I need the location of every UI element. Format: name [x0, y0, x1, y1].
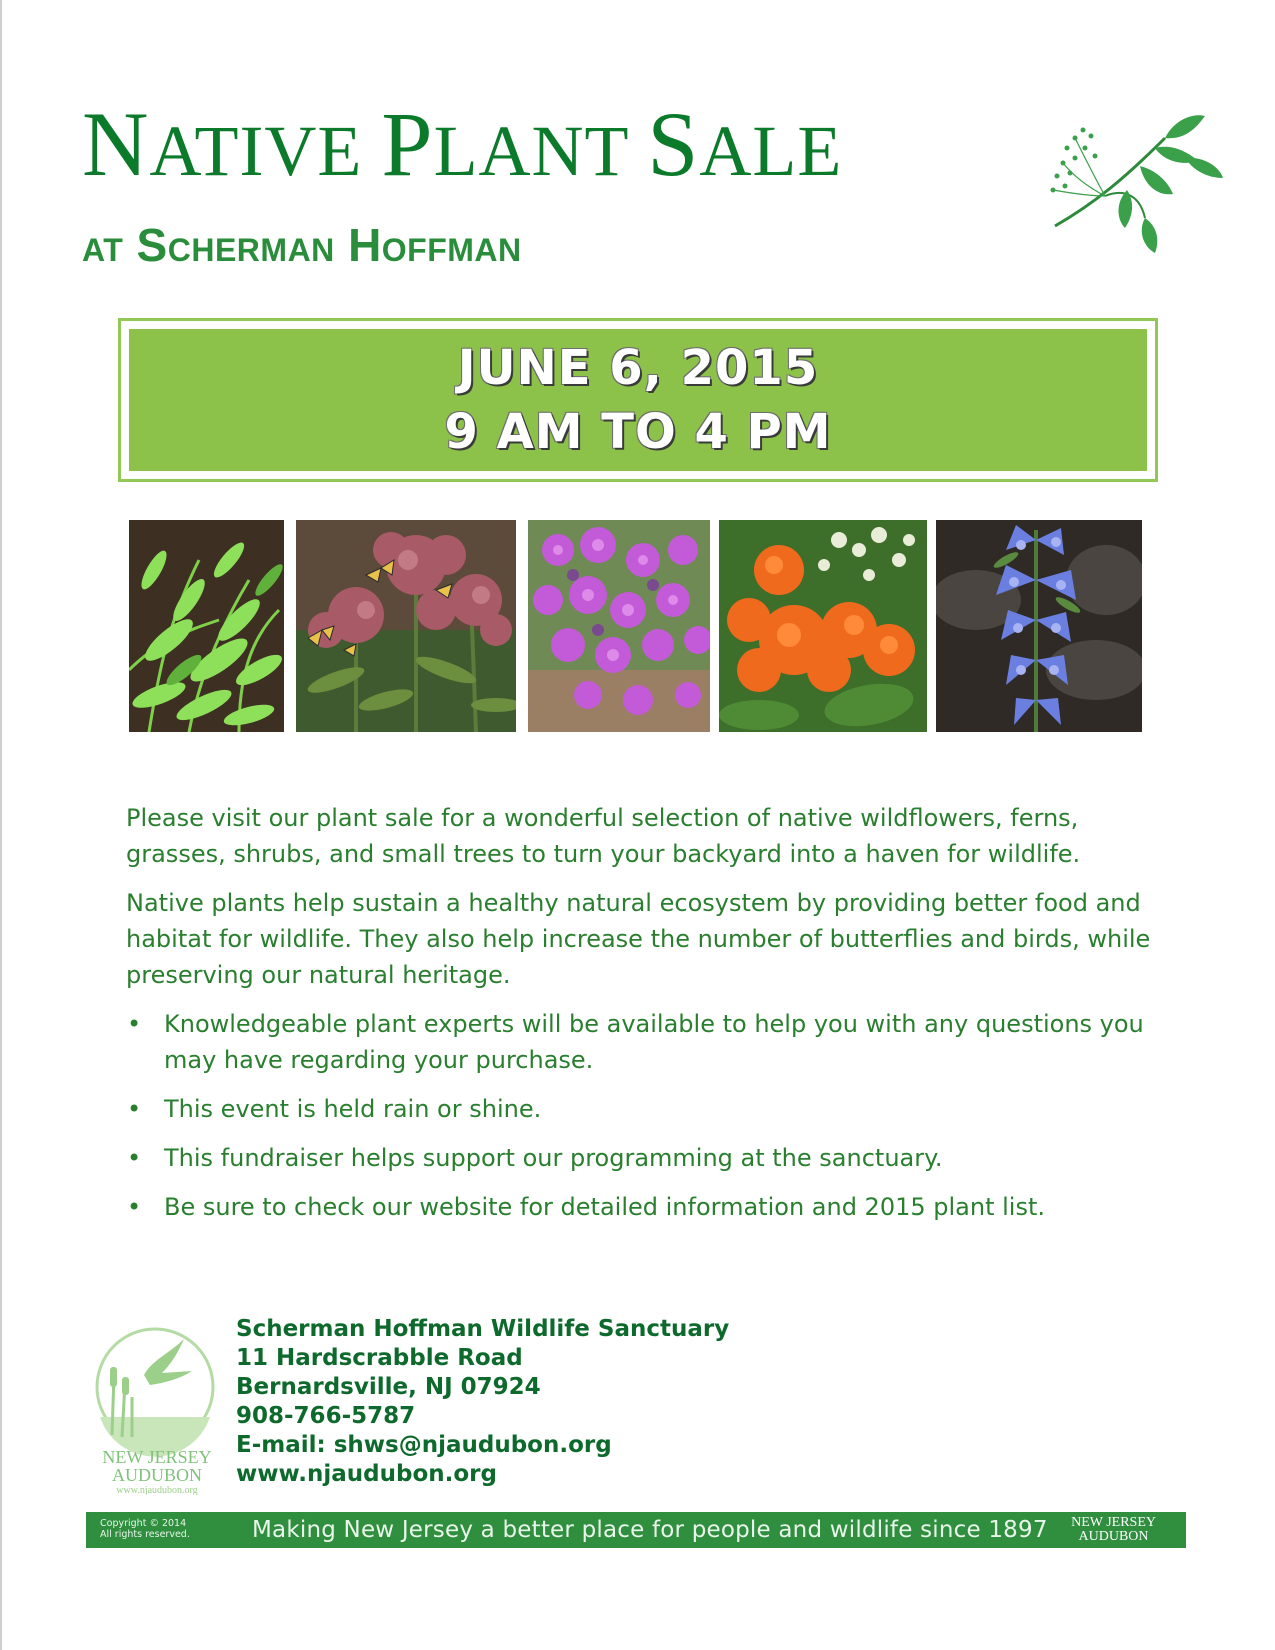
- bullet-text: Knowledgeable plant experts will be available to help you with any questions you may have regarding your purchase.: [164, 1010, 1144, 1074]
- logo-line-2: AUDUBON: [112, 1465, 202, 1485]
- list-item: [126, 1006, 1156, 1078]
- contact-city: Bernardsville, NJ 07924: [236, 1374, 541, 1400]
- page-edge: [0, 0, 2, 1650]
- copyright-line-1: Copyright © 2014: [100, 1518, 187, 1529]
- bullet-icon: •: [127, 1010, 142, 1038]
- date-banner-fill: [129, 329, 1147, 471]
- title-word-native: ATIVE: [149, 111, 382, 191]
- info-bullet-list: [126, 1006, 1156, 1225]
- flyer-subtitle: at Scherman Hoffman: [82, 219, 522, 271]
- title-initial-s: S: [647, 93, 700, 195]
- photo-blue-lobelia: [936, 520, 1142, 732]
- title-initial-n: N: [82, 93, 150, 195]
- flyer-title: [82, 93, 843, 195]
- title-initial-p: P: [381, 93, 434, 195]
- bullet-icon: •: [127, 1144, 142, 1172]
- contact-org-name: Scherman Hoffman Wildlife Sanctuary: [236, 1316, 730, 1342]
- list-item: [126, 1189, 1156, 1225]
- leaf-sprig-icon: [1045, 108, 1230, 258]
- contact-street: 11 Hardscrabble Road: [236, 1345, 523, 1371]
- bullet-icon: •: [127, 1095, 142, 1123]
- list-item: [126, 1091, 1156, 1127]
- bullet-icon: •: [127, 1193, 142, 1221]
- contact-block: [236, 1315, 729, 1489]
- photo-joe-pye-weed: [296, 520, 516, 732]
- contact-website: www.njaudubon.org: [236, 1461, 497, 1487]
- logo-url: www.njaudubon.org: [116, 1485, 198, 1495]
- benefits-paragraph: Native plants help sustain a healthy natural ecosystem by providing better food and habitat for wildlife. They also help increase the number of butterflies and birds, while preserving our natural heritage.: [126, 889, 1151, 989]
- plant-photo-strip: [0, 520, 1275, 735]
- intro-paragraph: Please visit our plant sale for a wonderful selection of native wildflowers, ferns, grasses, shrubs, and small trees to turn your backyard into a haven for wildlife.: [126, 804, 1081, 868]
- title-word-sale: ALE: [699, 111, 843, 191]
- title-word-plant: LANT: [433, 111, 648, 191]
- footer-brand-line-1: NEW JERSEY: [1071, 1515, 1156, 1530]
- bullet-text: Be sure to check our website for detailed information and 2015 plant list.: [164, 1193, 1046, 1221]
- footer-brand-line-2: AUDUBON: [1078, 1529, 1149, 1544]
- copyright-line-2: All rights reserved.: [100, 1529, 190, 1540]
- logo-line-1: NEW JERSEY: [102, 1447, 212, 1467]
- photo-butterfly-weed: [719, 520, 927, 732]
- bullet-text: This event is held rain or shine.: [164, 1095, 542, 1123]
- photo-purple-phlox: [528, 520, 710, 732]
- flyer-body: [126, 800, 1156, 1238]
- event-time: 9 AM TO 4 PM: [444, 404, 832, 460]
- bullet-text: This fundraiser helps support our programming at the sanctuary.: [164, 1144, 943, 1172]
- list-item: [126, 1140, 1156, 1176]
- footer-bar: [86, 1512, 1186, 1548]
- footer-tagline: Making New Jersey a better place for people and wildlife since 1897: [252, 1517, 1048, 1543]
- date-banner: [118, 318, 1158, 482]
- footer-brand: [1071, 1516, 1156, 1544]
- nj-audubon-logo: [92, 1325, 222, 1495]
- photo-ferns: [129, 520, 284, 732]
- event-date: JUNE 6, 2015: [457, 340, 819, 396]
- contact-phone: 908-766-5787: [236, 1403, 416, 1429]
- copyright-notice: [100, 1518, 190, 1540]
- contact-email: E-mail: shws@njaudubon.org: [236, 1432, 612, 1458]
